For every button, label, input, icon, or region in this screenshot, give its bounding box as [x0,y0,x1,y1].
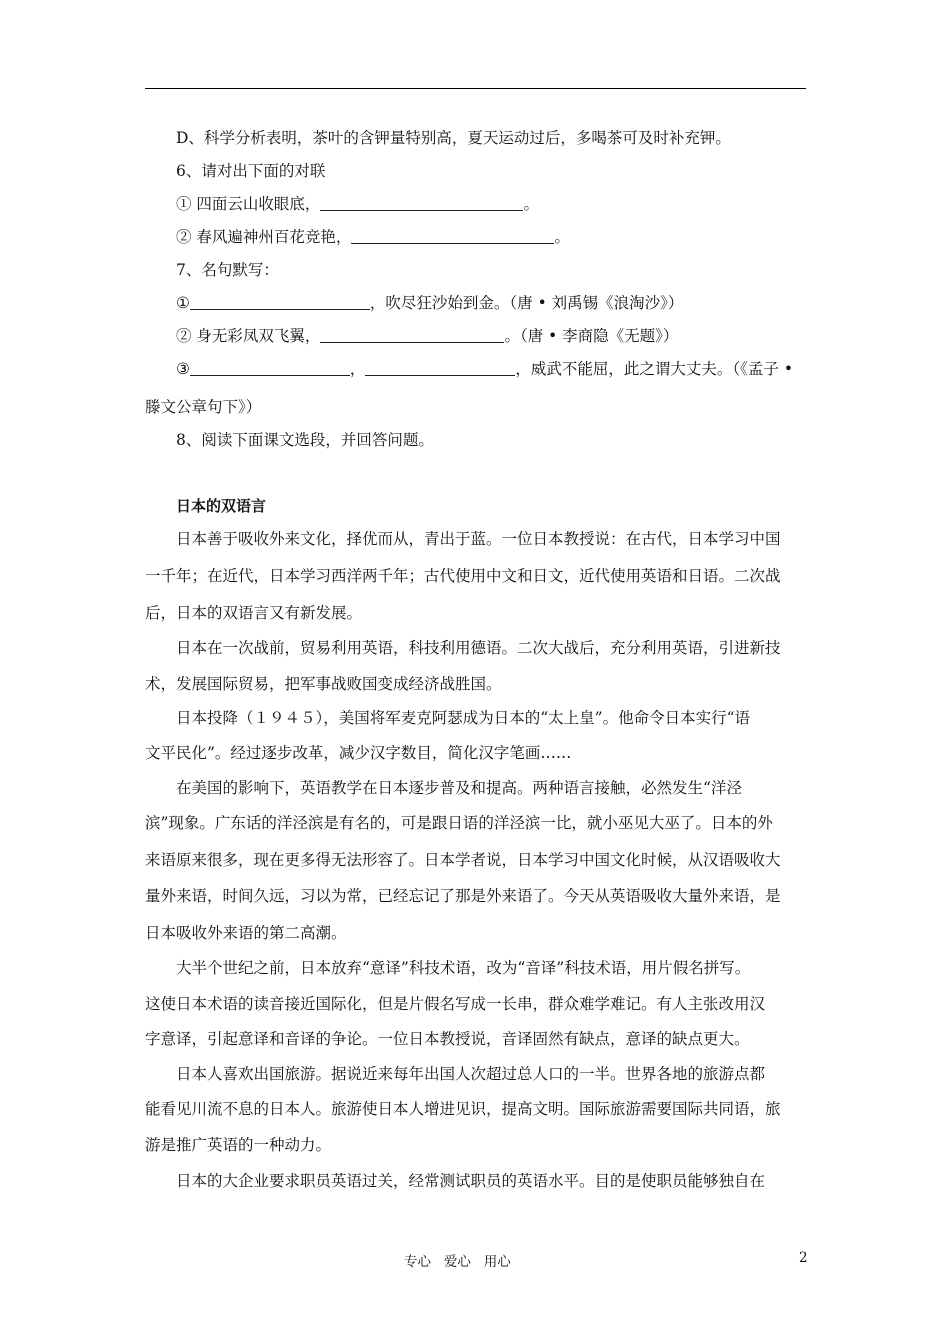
article-line: 量外来语，时间久远，习以为常，已经忘记了那是外来语了。今天从英语吸收大量外来语，是 [145,887,781,905]
article-line: 大半个世纪之前，日本放弃“意译”科技术语，改为“音译”科技术语，用片假名拼写。 [176,959,751,977]
answer-blank[interactable] [320,327,504,343]
article-line: 滨”现象。广东话的洋泾滨是有名的，可是跟日语的洋泾滨一比，就小巫见大巫了。日本的外 [145,814,773,832]
question-6-item-2 [145,226,807,248]
article-line: 来语原来很多，现在更多得无法形容了。日本学者说，日本学习中国文化时候，从汉语吸收大 [145,851,781,869]
question-7-item-1 [145,292,807,314]
article-line: 一千年；在近代，日本学习西洋两千年；古代使用中文和日文，近代使用英语和日语。二次战 [145,567,781,585]
article-title: 日本的双语言 [176,497,267,515]
answer-blank[interactable] [320,195,523,211]
header-rule [145,88,806,89]
q6-1-end: 。 [523,195,539,213]
article-line: 日本吸收外来语的第二高潮。 [145,924,347,942]
question-d-option: D、科学分析表明，茶叶的含钾量特别高，夏天运动过后，多喝茶可及时补充钾。 [176,129,731,147]
article-line: 后，日本的双语言又有新发展。 [145,604,363,622]
article-line: 字意译，引起意译和音译的争论。一位日本教授说，音译固然有缺点，意译的缺点更大。 [145,1030,750,1048]
question-6-heading: 6、请对出下面的对联 [176,162,326,180]
answer-blank[interactable] [190,360,350,376]
article-line: 文平民化”。经过逐步改革，减少汉字数目，简化汉字笔画…… [145,744,572,762]
question-6-item-1 [145,193,807,215]
question-7-item-3-continued: 滕文公章句下》） [145,398,262,416]
q7-1-text: ，吹尽狂沙始到金。（唐 • 刘禹锡《浪淘沙》） [369,294,684,312]
question-8-heading: 8、阅读下面课文选段，并回答问题。 [176,431,434,449]
page-number: 2 [799,1250,808,1266]
q6-2-text: ② 春风遍神州百花竞艳， [176,228,352,246]
question-7-item-2 [145,325,807,347]
footer-motto: 专心 爱心 用心 [404,1254,511,1270]
q7-3-number: ③ [176,360,190,378]
question-7-item-3 [145,358,807,380]
q6-2-end: 。 [554,228,570,246]
q6-1-text: ① 四面云山收眼底， [176,195,321,213]
q7-2-end: 。（唐 • 李商隐《无题》） [504,327,679,345]
article-line: 日本人喜欢出国旅游。据说近来每年出国人次超过总人口的一半。世界各地的旅游点都 [176,1065,766,1083]
q7-2-text: ② 身无彩凤双飞翼， [176,327,321,345]
article-line: 日本在一次战前，贸易利用英语，科技利用德语。二次大战后，充分利用英语，引进新技 [176,639,781,657]
q7-1-number: ① [176,294,190,312]
q7-3-text: ，威武不能屈，此之谓大丈夫。（《孟子 • [515,360,793,378]
article-line: 日本善于吸收外来文化，择优而从，青出于蓝。一位日本教授说：在古代，日本学习中国 [176,530,781,548]
question-7-heading: 7、名句默写： [176,261,279,279]
q7-3-comma: ， [349,360,366,378]
answer-blank[interactable] [190,294,370,310]
article-line: 游是推广英语的一种动力。 [145,1136,332,1154]
article-line: 术，发展国际贸易，把军事战败国变成经济战胜国。 [145,675,502,693]
article-line: 在美国的影响下，英语教学在日本逐步普及和提高。两种语言接触，必然发生“洋泾 [176,779,742,797]
answer-blank[interactable] [351,228,554,244]
article-line: 这使日本术语的读音接近国际化，但是片假名写成一长串，群众难学难记。有人主张改用汉 [145,995,766,1013]
article-line: 日本的大企业要求职员英语过关，经常测试职员的英语水平。目的是使职员能够独自在 [176,1172,766,1190]
answer-blank[interactable] [365,360,515,376]
article-line: 能看见川流不息的日本人。旅游使日本人增进见识，提高文明。国际旅游需要国际共同语，旅 [145,1100,781,1118]
article-line: 日本投降（１９４５），美国将军麦克阿瑟成为日本的“太上皇”。他命令日本实行“语 [176,709,751,727]
